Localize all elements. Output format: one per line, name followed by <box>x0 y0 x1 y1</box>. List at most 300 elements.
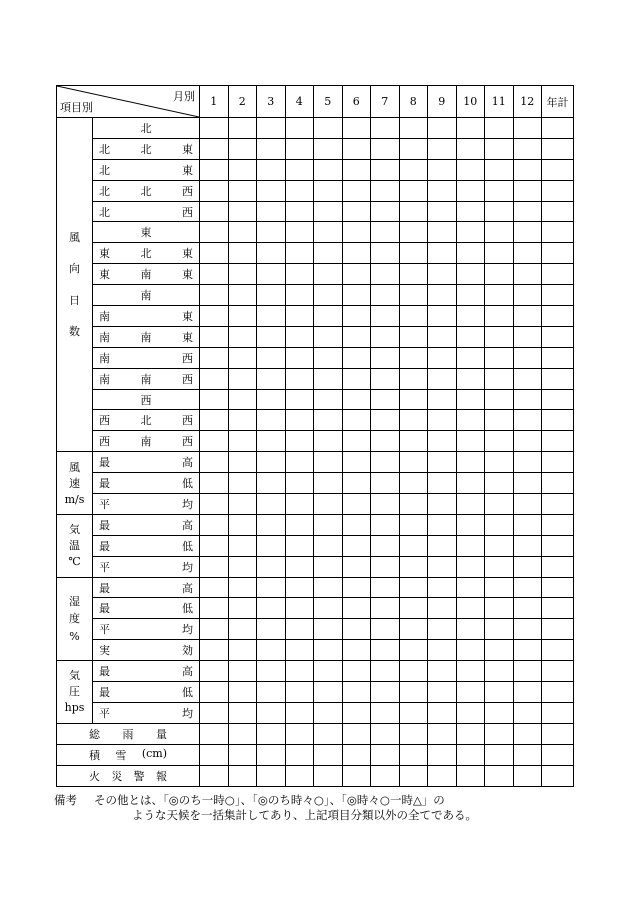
wind-direction-cell[interactable] <box>342 222 371 243</box>
humidity-cell[interactable] <box>200 619 229 640</box>
temperature-cell[interactable] <box>428 535 457 556</box>
wind-speed-cell[interactable] <box>399 452 428 473</box>
wind-speed-cell[interactable] <box>371 452 400 473</box>
wind-direction-cell[interactable] <box>542 180 574 201</box>
wind-direction-cell[interactable] <box>285 118 314 139</box>
wind-speed-cell[interactable] <box>257 452 286 473</box>
wind-direction-cell[interactable] <box>285 431 314 452</box>
wind-direction-cell[interactable] <box>342 118 371 139</box>
wind-direction-cell[interactable] <box>513 389 542 410</box>
wind-direction-cell[interactable] <box>399 347 428 368</box>
wind-direction-cell[interactable] <box>314 285 343 306</box>
wind-direction-cell[interactable] <box>371 201 400 222</box>
humidity-cell[interactable] <box>485 577 514 598</box>
wind-direction-cell[interactable] <box>428 368 457 389</box>
wind-direction-cell[interactable] <box>485 138 514 159</box>
wind-direction-cell[interactable] <box>456 138 485 159</box>
wind-speed-cell[interactable] <box>200 452 229 473</box>
pressure-cell[interactable] <box>428 702 457 723</box>
wind-direction-cell[interactable] <box>228 368 257 389</box>
wind-speed-cell[interactable] <box>513 473 542 494</box>
temperature-cell[interactable] <box>485 514 514 535</box>
temperature-cell[interactable] <box>399 556 428 577</box>
wind-direction-cell[interactable] <box>285 222 314 243</box>
wind-direction-cell[interactable] <box>285 410 314 431</box>
wind-speed-cell[interactable] <box>314 494 343 515</box>
wind-direction-cell[interactable] <box>399 389 428 410</box>
wind-speed-cell[interactable] <box>542 452 574 473</box>
wind-speed-cell[interactable] <box>342 494 371 515</box>
wind-direction-cell[interactable] <box>513 326 542 347</box>
wind-direction-cell[interactable] <box>371 389 400 410</box>
wind-speed-cell[interactable] <box>456 452 485 473</box>
wind-direction-cell[interactable] <box>399 326 428 347</box>
wind-direction-cell[interactable] <box>285 264 314 285</box>
wind-direction-cell[interactable] <box>399 431 428 452</box>
pressure-cell[interactable] <box>257 702 286 723</box>
summary-cell[interactable] <box>456 765 485 786</box>
wind-speed-cell[interactable] <box>228 452 257 473</box>
pressure-cell[interactable] <box>513 702 542 723</box>
temperature-cell[interactable] <box>399 514 428 535</box>
wind-direction-cell[interactable] <box>485 368 514 389</box>
temperature-cell[interactable] <box>200 556 229 577</box>
wind-direction-cell[interactable] <box>399 243 428 264</box>
wind-direction-cell[interactable] <box>371 264 400 285</box>
wind-direction-cell[interactable] <box>399 118 428 139</box>
wind-direction-cell[interactable] <box>428 264 457 285</box>
wind-speed-cell[interactable] <box>285 452 314 473</box>
wind-direction-cell[interactable] <box>257 138 286 159</box>
humidity-cell[interactable] <box>371 598 400 619</box>
summary-cell[interactable] <box>228 744 257 765</box>
temperature-cell[interactable] <box>200 535 229 556</box>
summary-cell[interactable] <box>485 765 514 786</box>
wind-speed-cell[interactable] <box>428 494 457 515</box>
wind-direction-cell[interactable] <box>200 368 229 389</box>
temperature-cell[interactable] <box>399 535 428 556</box>
humidity-cell[interactable] <box>513 598 542 619</box>
summary-cell[interactable] <box>399 723 428 744</box>
wind-direction-cell[interactable] <box>428 180 457 201</box>
summary-cell[interactable] <box>428 765 457 786</box>
wind-direction-cell[interactable] <box>513 431 542 452</box>
wind-direction-cell[interactable] <box>371 118 400 139</box>
wind-direction-cell[interactable] <box>200 347 229 368</box>
humidity-cell[interactable] <box>285 619 314 640</box>
temperature-cell[interactable] <box>257 556 286 577</box>
wind-direction-cell[interactable] <box>513 410 542 431</box>
humidity-cell[interactable] <box>371 640 400 661</box>
temperature-cell[interactable] <box>513 514 542 535</box>
wind-direction-cell[interactable] <box>257 180 286 201</box>
wind-direction-cell[interactable] <box>257 306 286 327</box>
temperature-cell[interactable] <box>342 556 371 577</box>
wind-direction-cell[interactable] <box>200 306 229 327</box>
wind-direction-cell[interactable] <box>428 201 457 222</box>
temperature-cell[interactable] <box>314 556 343 577</box>
temperature-cell[interactable] <box>485 535 514 556</box>
wind-direction-cell[interactable] <box>228 159 257 180</box>
pressure-cell[interactable] <box>285 661 314 682</box>
wind-direction-cell[interactable] <box>542 138 574 159</box>
wind-direction-cell[interactable] <box>542 222 574 243</box>
wind-direction-cell[interactable] <box>285 368 314 389</box>
pressure-cell[interactable] <box>228 682 257 703</box>
wind-direction-cell[interactable] <box>513 118 542 139</box>
wind-direction-cell[interactable] <box>371 138 400 159</box>
wind-direction-cell[interactable] <box>456 431 485 452</box>
humidity-cell[interactable] <box>200 577 229 598</box>
wind-direction-cell[interactable] <box>342 264 371 285</box>
humidity-cell[interactable] <box>228 640 257 661</box>
wind-direction-cell[interactable] <box>456 180 485 201</box>
wind-speed-cell[interactable] <box>485 452 514 473</box>
summary-cell[interactable] <box>513 744 542 765</box>
wind-direction-cell[interactable] <box>485 159 514 180</box>
temperature-cell[interactable] <box>456 556 485 577</box>
summary-cell[interactable] <box>200 744 229 765</box>
wind-direction-cell[interactable] <box>513 243 542 264</box>
wind-direction-cell[interactable] <box>371 368 400 389</box>
humidity-cell[interactable] <box>257 640 286 661</box>
humidity-cell[interactable] <box>399 577 428 598</box>
wind-direction-cell[interactable] <box>428 243 457 264</box>
wind-direction-cell[interactable] <box>542 118 574 139</box>
wind-direction-cell[interactable] <box>228 431 257 452</box>
summary-cell[interactable] <box>542 744 574 765</box>
temperature-cell[interactable] <box>342 535 371 556</box>
wind-direction-cell[interactable] <box>542 431 574 452</box>
humidity-cell[interactable] <box>257 619 286 640</box>
wind-direction-cell[interactable] <box>485 118 514 139</box>
summary-cell[interactable] <box>342 765 371 786</box>
wind-direction-cell[interactable] <box>342 410 371 431</box>
wind-direction-cell[interactable] <box>342 431 371 452</box>
wind-direction-cell[interactable] <box>485 243 514 264</box>
wind-direction-cell[interactable] <box>542 347 574 368</box>
pressure-cell[interactable] <box>342 702 371 723</box>
humidity-cell[interactable] <box>314 577 343 598</box>
wind-direction-cell[interactable] <box>371 159 400 180</box>
summary-cell[interactable] <box>228 765 257 786</box>
summary-cell[interactable] <box>228 723 257 744</box>
wind-direction-cell[interactable] <box>456 222 485 243</box>
wind-direction-cell[interactable] <box>542 243 574 264</box>
humidity-cell[interactable] <box>342 598 371 619</box>
summary-cell[interactable] <box>456 723 485 744</box>
temperature-cell[interactable] <box>542 556 574 577</box>
wind-speed-cell[interactable] <box>314 473 343 494</box>
humidity-cell[interactable] <box>399 598 428 619</box>
temperature-cell[interactable] <box>428 556 457 577</box>
wind-direction-cell[interactable] <box>342 326 371 347</box>
wind-direction-cell[interactable] <box>200 389 229 410</box>
temperature-cell[interactable] <box>257 514 286 535</box>
summary-cell[interactable] <box>342 744 371 765</box>
wind-direction-cell[interactable] <box>200 180 229 201</box>
pressure-cell[interactable] <box>200 661 229 682</box>
wind-speed-cell[interactable] <box>314 452 343 473</box>
wind-speed-cell[interactable] <box>456 494 485 515</box>
wind-direction-cell[interactable] <box>485 431 514 452</box>
wind-direction-cell[interactable] <box>485 264 514 285</box>
summary-cell[interactable] <box>513 723 542 744</box>
summary-cell[interactable] <box>399 744 428 765</box>
pressure-cell[interactable] <box>428 661 457 682</box>
wind-direction-cell[interactable] <box>542 306 574 327</box>
pressure-cell[interactable] <box>399 682 428 703</box>
wind-direction-cell[interactable] <box>513 159 542 180</box>
wind-direction-cell[interactable] <box>314 368 343 389</box>
wind-speed-cell[interactable] <box>542 473 574 494</box>
wind-direction-cell[interactable] <box>456 306 485 327</box>
wind-direction-cell[interactable] <box>456 347 485 368</box>
wind-direction-cell[interactable] <box>314 389 343 410</box>
humidity-cell[interactable] <box>314 640 343 661</box>
wind-direction-cell[interactable] <box>371 222 400 243</box>
wind-direction-cell[interactable] <box>513 347 542 368</box>
wind-direction-cell[interactable] <box>399 222 428 243</box>
wind-direction-cell[interactable] <box>542 264 574 285</box>
humidity-cell[interactable] <box>342 619 371 640</box>
wind-direction-cell[interactable] <box>257 118 286 139</box>
wind-direction-cell[interactable] <box>228 347 257 368</box>
wind-direction-cell[interactable] <box>428 138 457 159</box>
summary-cell[interactable] <box>285 744 314 765</box>
wind-direction-cell[interactable] <box>399 138 428 159</box>
wind-direction-cell[interactable] <box>371 410 400 431</box>
wind-direction-cell[interactable] <box>228 243 257 264</box>
temperature-cell[interactable] <box>371 556 400 577</box>
wind-direction-cell[interactable] <box>285 326 314 347</box>
pressure-cell[interactable] <box>456 661 485 682</box>
temperature-cell[interactable] <box>228 535 257 556</box>
wind-direction-cell[interactable] <box>428 347 457 368</box>
wind-direction-cell[interactable] <box>456 326 485 347</box>
pressure-cell[interactable] <box>399 661 428 682</box>
wind-direction-cell[interactable] <box>542 410 574 431</box>
wind-direction-cell[interactable] <box>314 326 343 347</box>
wind-direction-cell[interactable] <box>428 222 457 243</box>
summary-cell[interactable] <box>513 765 542 786</box>
wind-direction-cell[interactable] <box>314 159 343 180</box>
wind-direction-cell[interactable] <box>285 138 314 159</box>
wind-direction-cell[interactable] <box>257 431 286 452</box>
pressure-cell[interactable] <box>342 661 371 682</box>
humidity-cell[interactable] <box>371 577 400 598</box>
wind-direction-cell[interactable] <box>228 222 257 243</box>
wind-direction-cell[interactable] <box>542 368 574 389</box>
wind-direction-cell[interactable] <box>228 118 257 139</box>
wind-speed-cell[interactable] <box>200 494 229 515</box>
humidity-cell[interactable] <box>285 598 314 619</box>
wind-speed-cell[interactable] <box>228 473 257 494</box>
summary-cell[interactable] <box>314 765 343 786</box>
summary-cell[interactable] <box>399 765 428 786</box>
humidity-cell[interactable] <box>285 640 314 661</box>
temperature-cell[interactable] <box>513 535 542 556</box>
humidity-cell[interactable] <box>485 598 514 619</box>
pressure-cell[interactable] <box>399 702 428 723</box>
humidity-cell[interactable] <box>456 577 485 598</box>
pressure-cell[interactable] <box>200 682 229 703</box>
wind-direction-cell[interactable] <box>257 222 286 243</box>
pressure-cell[interactable] <box>485 661 514 682</box>
pressure-cell[interactable] <box>285 702 314 723</box>
wind-direction-cell[interactable] <box>485 222 514 243</box>
wind-direction-cell[interactable] <box>228 201 257 222</box>
pressure-cell[interactable] <box>257 661 286 682</box>
temperature-cell[interactable] <box>485 556 514 577</box>
pressure-cell[interactable] <box>285 682 314 703</box>
wind-direction-cell[interactable] <box>228 306 257 327</box>
wind-direction-cell[interactable] <box>456 118 485 139</box>
wind-direction-cell[interactable] <box>342 180 371 201</box>
wind-direction-cell[interactable] <box>314 306 343 327</box>
wind-speed-cell[interactable] <box>513 452 542 473</box>
pressure-cell[interactable] <box>228 702 257 723</box>
pressure-cell[interactable] <box>200 702 229 723</box>
wind-direction-cell[interactable] <box>456 368 485 389</box>
wind-direction-cell[interactable] <box>456 285 485 306</box>
wind-direction-cell[interactable] <box>399 368 428 389</box>
pressure-cell[interactable] <box>371 661 400 682</box>
wind-direction-cell[interactable] <box>285 201 314 222</box>
wind-direction-cell[interactable] <box>285 285 314 306</box>
wind-direction-cell[interactable] <box>485 326 514 347</box>
wind-direction-cell[interactable] <box>314 264 343 285</box>
wind-speed-cell[interactable] <box>485 473 514 494</box>
wind-direction-cell[interactable] <box>485 285 514 306</box>
temperature-cell[interactable] <box>285 535 314 556</box>
humidity-cell[interactable] <box>428 598 457 619</box>
wind-direction-cell[interactable] <box>257 326 286 347</box>
wind-direction-cell[interactable] <box>257 389 286 410</box>
summary-cell[interactable] <box>371 744 400 765</box>
temperature-cell[interactable] <box>456 514 485 535</box>
temperature-cell[interactable] <box>371 514 400 535</box>
pressure-cell[interactable] <box>513 661 542 682</box>
summary-cell[interactable] <box>371 723 400 744</box>
summary-cell[interactable] <box>314 744 343 765</box>
wind-direction-cell[interactable] <box>228 180 257 201</box>
wind-direction-cell[interactable] <box>314 180 343 201</box>
wind-direction-cell[interactable] <box>542 326 574 347</box>
wind-speed-cell[interactable] <box>513 494 542 515</box>
temperature-cell[interactable] <box>228 556 257 577</box>
wind-direction-cell[interactable] <box>314 410 343 431</box>
pressure-cell[interactable] <box>428 682 457 703</box>
pressure-cell[interactable] <box>314 661 343 682</box>
humidity-cell[interactable] <box>542 598 574 619</box>
wind-direction-cell[interactable] <box>285 306 314 327</box>
pressure-cell[interactable] <box>456 702 485 723</box>
temperature-cell[interactable] <box>371 535 400 556</box>
wind-direction-cell[interactable] <box>513 180 542 201</box>
wind-direction-cell[interactable] <box>513 368 542 389</box>
wind-speed-cell[interactable] <box>342 452 371 473</box>
wind-direction-cell[interactable] <box>257 285 286 306</box>
wind-direction-cell[interactable] <box>200 222 229 243</box>
summary-cell[interactable] <box>200 765 229 786</box>
wind-speed-cell[interactable] <box>285 494 314 515</box>
wind-speed-cell[interactable] <box>428 473 457 494</box>
humidity-cell[interactable] <box>342 640 371 661</box>
wind-direction-cell[interactable] <box>428 326 457 347</box>
pressure-cell[interactable] <box>228 661 257 682</box>
wind-direction-cell[interactable] <box>200 285 229 306</box>
wind-direction-cell[interactable] <box>542 201 574 222</box>
wind-direction-cell[interactable] <box>456 264 485 285</box>
pressure-cell[interactable] <box>371 702 400 723</box>
humidity-cell[interactable] <box>399 619 428 640</box>
humidity-cell[interactable] <box>228 619 257 640</box>
wind-direction-cell[interactable] <box>371 306 400 327</box>
temperature-cell[interactable] <box>257 535 286 556</box>
wind-direction-cell[interactable] <box>399 159 428 180</box>
wind-speed-cell[interactable] <box>200 473 229 494</box>
wind-direction-cell[interactable] <box>428 431 457 452</box>
wind-direction-cell[interactable] <box>513 306 542 327</box>
wind-direction-cell[interactable] <box>456 243 485 264</box>
wind-direction-cell[interactable] <box>399 306 428 327</box>
temperature-cell[interactable] <box>542 514 574 535</box>
temperature-cell[interactable] <box>314 535 343 556</box>
temperature-cell[interactable] <box>285 514 314 535</box>
wind-direction-cell[interactable] <box>371 285 400 306</box>
temperature-cell[interactable] <box>285 556 314 577</box>
pressure-cell[interactable] <box>456 682 485 703</box>
wind-direction-cell[interactable] <box>257 368 286 389</box>
humidity-cell[interactable] <box>228 577 257 598</box>
wind-direction-cell[interactable] <box>257 347 286 368</box>
wind-direction-cell[interactable] <box>200 159 229 180</box>
wind-direction-cell[interactable] <box>342 159 371 180</box>
summary-cell[interactable] <box>285 723 314 744</box>
wind-direction-cell[interactable] <box>485 201 514 222</box>
pressure-cell[interactable] <box>314 702 343 723</box>
pressure-cell[interactable] <box>485 682 514 703</box>
temperature-cell[interactable] <box>228 514 257 535</box>
wind-direction-cell[interactable] <box>257 201 286 222</box>
temperature-cell[interactable] <box>428 514 457 535</box>
pressure-cell[interactable] <box>342 682 371 703</box>
wind-speed-cell[interactable] <box>285 473 314 494</box>
wind-direction-cell[interactable] <box>228 389 257 410</box>
wind-direction-cell[interactable] <box>428 118 457 139</box>
wind-direction-cell[interactable] <box>200 243 229 264</box>
humidity-cell[interactable] <box>399 640 428 661</box>
wind-direction-cell[interactable] <box>314 243 343 264</box>
wind-direction-cell[interactable] <box>428 285 457 306</box>
wind-direction-cell[interactable] <box>228 326 257 347</box>
wind-direction-cell[interactable] <box>342 138 371 159</box>
wind-direction-cell[interactable] <box>456 389 485 410</box>
wind-direction-cell[interactable] <box>456 201 485 222</box>
wind-direction-cell[interactable] <box>285 243 314 264</box>
humidity-cell[interactable] <box>542 640 574 661</box>
summary-cell[interactable] <box>371 765 400 786</box>
wind-direction-cell[interactable] <box>399 285 428 306</box>
wind-direction-cell[interactable] <box>342 389 371 410</box>
summary-cell[interactable] <box>542 765 574 786</box>
wind-speed-cell[interactable] <box>428 452 457 473</box>
wind-speed-cell[interactable] <box>257 473 286 494</box>
summary-cell[interactable] <box>485 723 514 744</box>
wind-direction-cell[interactable] <box>314 431 343 452</box>
summary-cell[interactable] <box>257 723 286 744</box>
